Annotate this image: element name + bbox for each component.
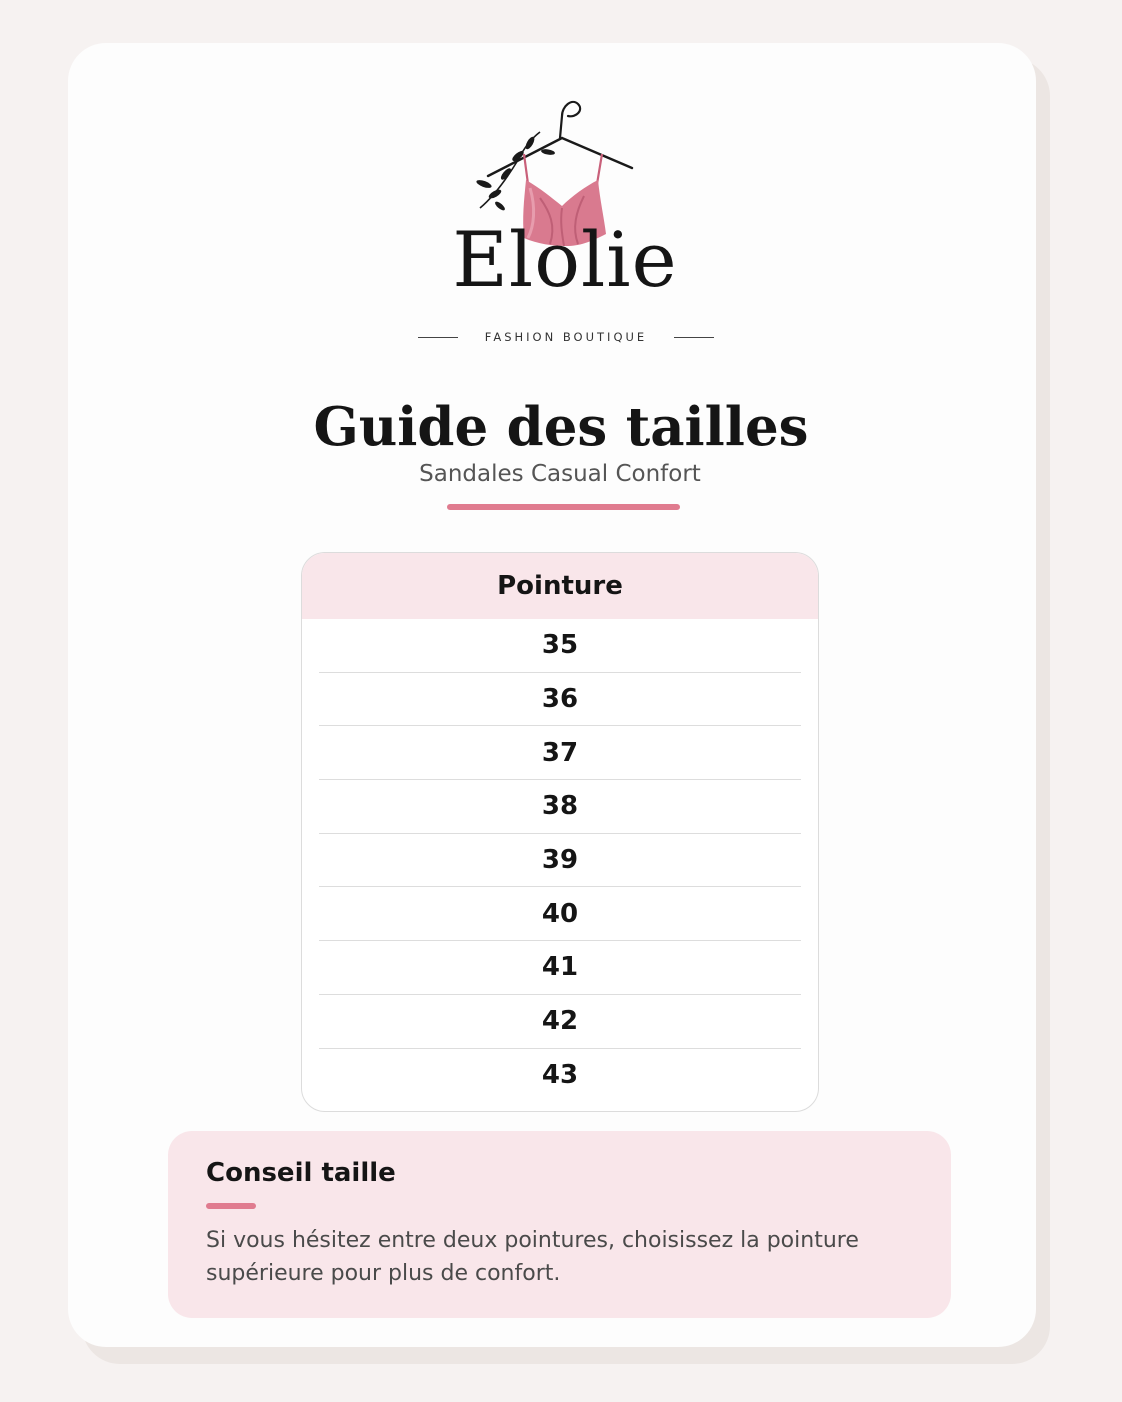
advice-underline (206, 1203, 256, 1209)
page-subtitle: Sandales Casual Confort (419, 461, 701, 487)
advice-text: Si vous hésitez entre deux pointures, choisissez la pointure supérieure pour plus de confort. (206, 1228, 859, 1286)
table-row: 36 (319, 673, 801, 727)
table-row: 37 (319, 726, 801, 780)
brand-tagline: FASHION BOUTIQUE (484, 330, 648, 344)
size-table (301, 552, 819, 1112)
table-row: 42 (319, 995, 801, 1049)
brand-logo (400, 88, 730, 350)
column-header-pointure: Pointure (302, 553, 818, 619)
brand-name: Elolie (452, 215, 678, 304)
size-rows (302, 619, 818, 1102)
table-row: 43 (541, 1060, 579, 1091)
title-underline (447, 504, 680, 510)
table-row: 40 (319, 887, 801, 941)
table-row: 35 (319, 619, 801, 673)
divider (418, 337, 458, 338)
brand-tagline-row (418, 329, 714, 345)
table-row: 39 (319, 834, 801, 888)
table-row: 38 (319, 780, 801, 834)
table-row: 41 (319, 941, 801, 995)
page-title: Guide des tailles (313, 396, 809, 458)
advice-title: Conseil taille (206, 1158, 396, 1188)
size-advice-box (168, 1131, 951, 1318)
divider (674, 337, 714, 338)
